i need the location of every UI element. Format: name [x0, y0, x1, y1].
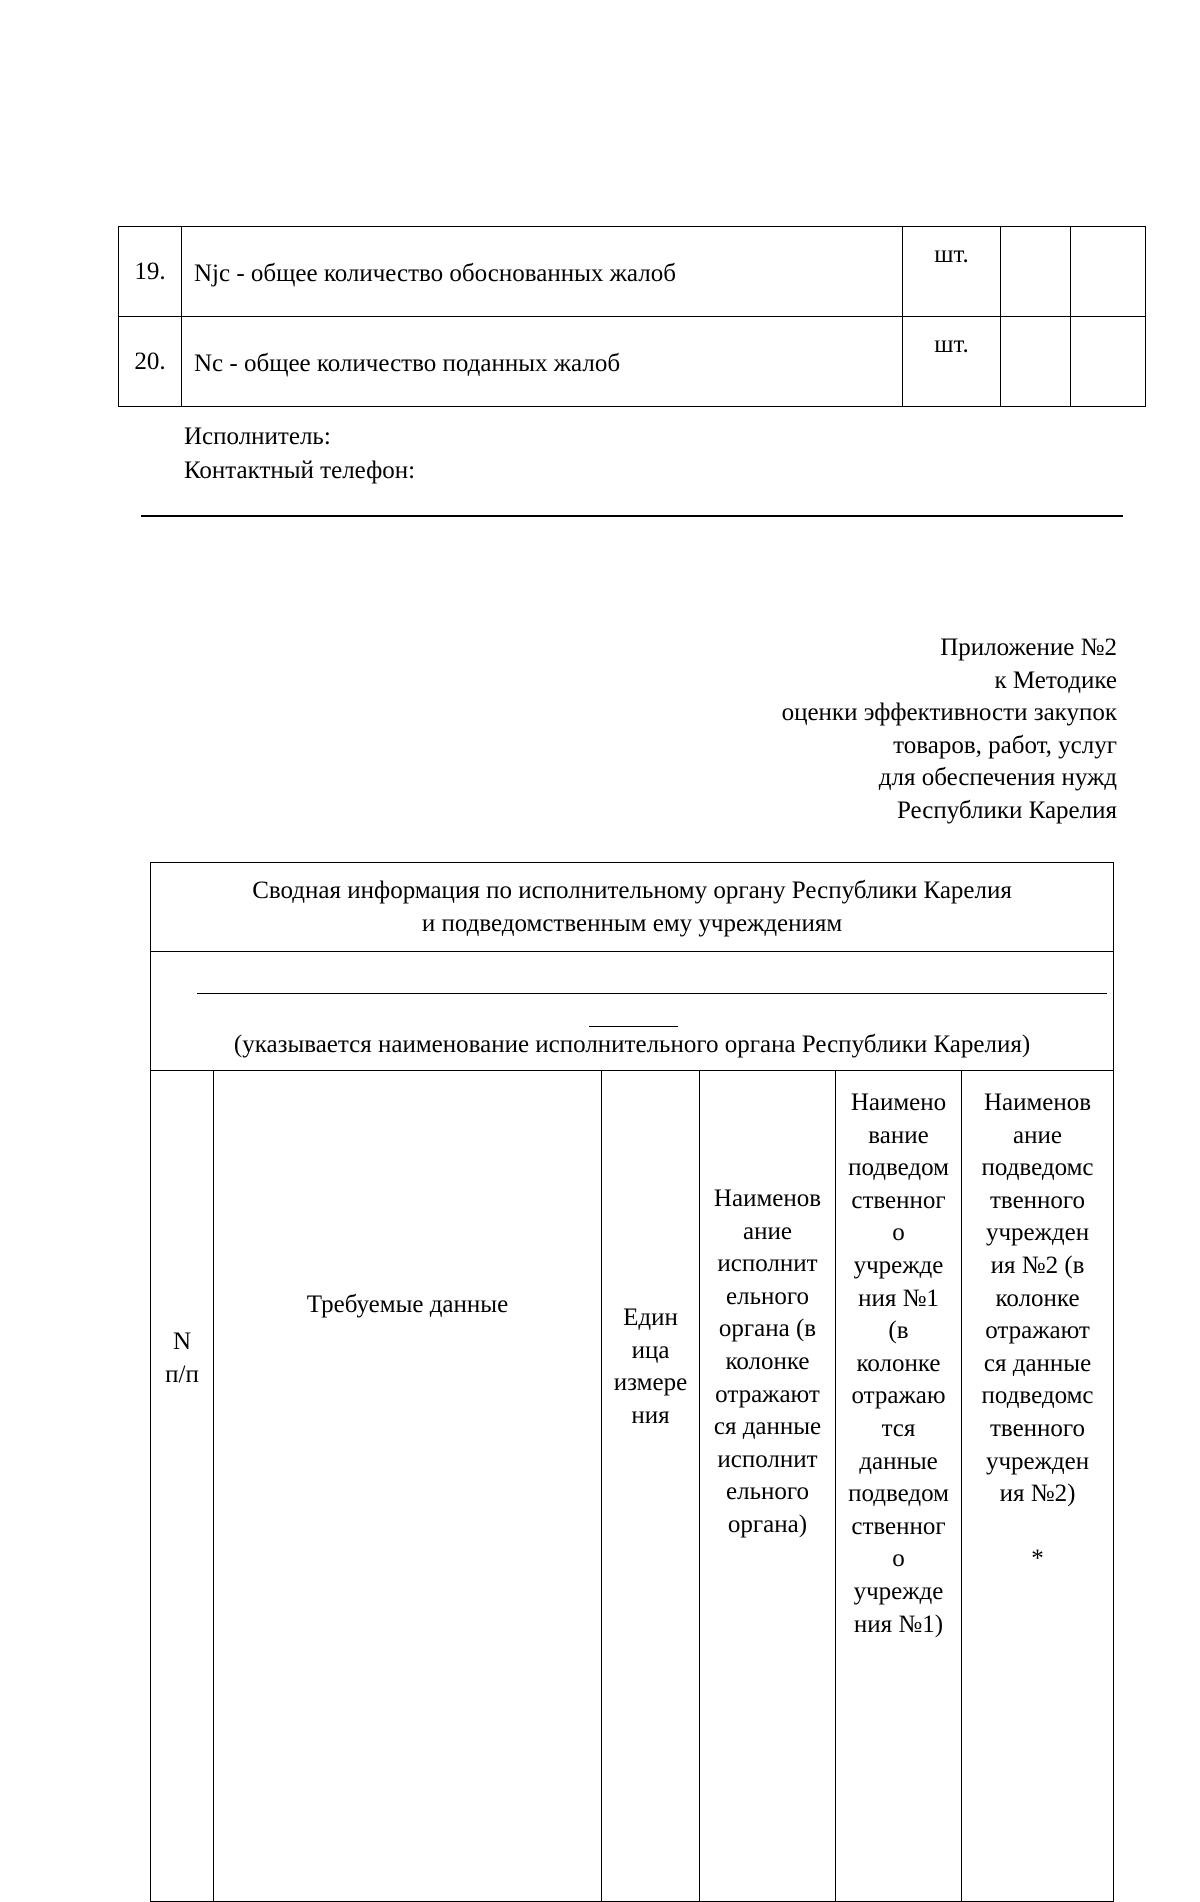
appendix-line: товаров, работ, услуг — [893, 731, 1117, 759]
header-subordinate-2-text: Наименов ание подведомс твенного учрежден ия №2 (в колонке отражают ся данные подведомс твенного учрежден ия №2) * — [981, 1089, 1094, 1573]
header-required-data-text: Требуемые данные — [306, 1291, 509, 1318]
appendix-line: Республики Карелия — [896, 796, 1117, 824]
header-subordinate-1 — [836, 1071, 962, 1902]
org-name-field — [151, 952, 1114, 1071]
row-number: 19. — [119, 227, 182, 317]
appendix-line: для обеспечения нужд — [878, 764, 1117, 791]
empty-cell — [1071, 317, 1146, 407]
header-exec-org — [700, 1071, 836, 1902]
header-exec-org-text: Наименов ание исполнит ельного органа (в колонке отражают ся данные исполнит ельного органа) — [713, 1185, 822, 1538]
header-subordinate-1-text: Наимено вание подведом ственног о учрежде ния №1 (в колонке отражаю тся данные подведом ственног о учрежде ния №1) — [848, 1089, 949, 1638]
row-number: 20. — [119, 317, 182, 407]
header-number — [151, 1071, 214, 1902]
row-description: Njc - общее количество обоснованных жалоб — [182, 227, 903, 317]
header-unit — [602, 1071, 700, 1902]
column-header-row — [151, 1071, 1114, 1902]
executor-label: Исполнитель: — [184, 423, 331, 450]
org-name-caption: (указывается наименование исполнительного органа Республики Карелия) — [233, 1031, 1031, 1058]
row-unit: шт. — [903, 317, 1001, 407]
appendix-line: Приложение №2 — [940, 634, 1117, 661]
appendix-line: оценки эффективности закупок — [781, 699, 1117, 726]
appendix-line: к Методике — [994, 666, 1117, 694]
row-description: Nc - общее количество поданных жалоб — [182, 317, 903, 407]
separator-line — [141, 515, 1123, 517]
header-number-text: N п/п — [165, 1328, 199, 1388]
row-unit: шт. — [903, 227, 1001, 317]
empty-cell — [1001, 317, 1071, 407]
summary-title-row — [151, 863, 1114, 952]
summary-table — [150, 862, 1114, 1902]
indicators-table — [118, 226, 1146, 407]
summary-title-line: и подведомственным ему учреждениям — [421, 910, 843, 937]
empty-cell — [1071, 227, 1146, 317]
empty-cell — [1001, 227, 1071, 317]
org-name-row — [151, 952, 1114, 1071]
fill-in-line — [589, 1026, 678, 1027]
table-row — [119, 227, 1146, 317]
contact-phone-label: Контактный телефон: — [184, 457, 416, 484]
appendix-header — [782, 632, 1117, 827]
header-unit-text: Един ица измере ния — [613, 1304, 688, 1429]
summary-title-line: Сводная информация по исполнительному органу Республики Карелия — [252, 877, 1012, 904]
summary-title — [151, 863, 1114, 952]
fill-in-line — [197, 993, 1107, 994]
header-subordinate-2 — [962, 1071, 1114, 1902]
table-row — [119, 317, 1146, 407]
header-required-data — [214, 1071, 602, 1902]
